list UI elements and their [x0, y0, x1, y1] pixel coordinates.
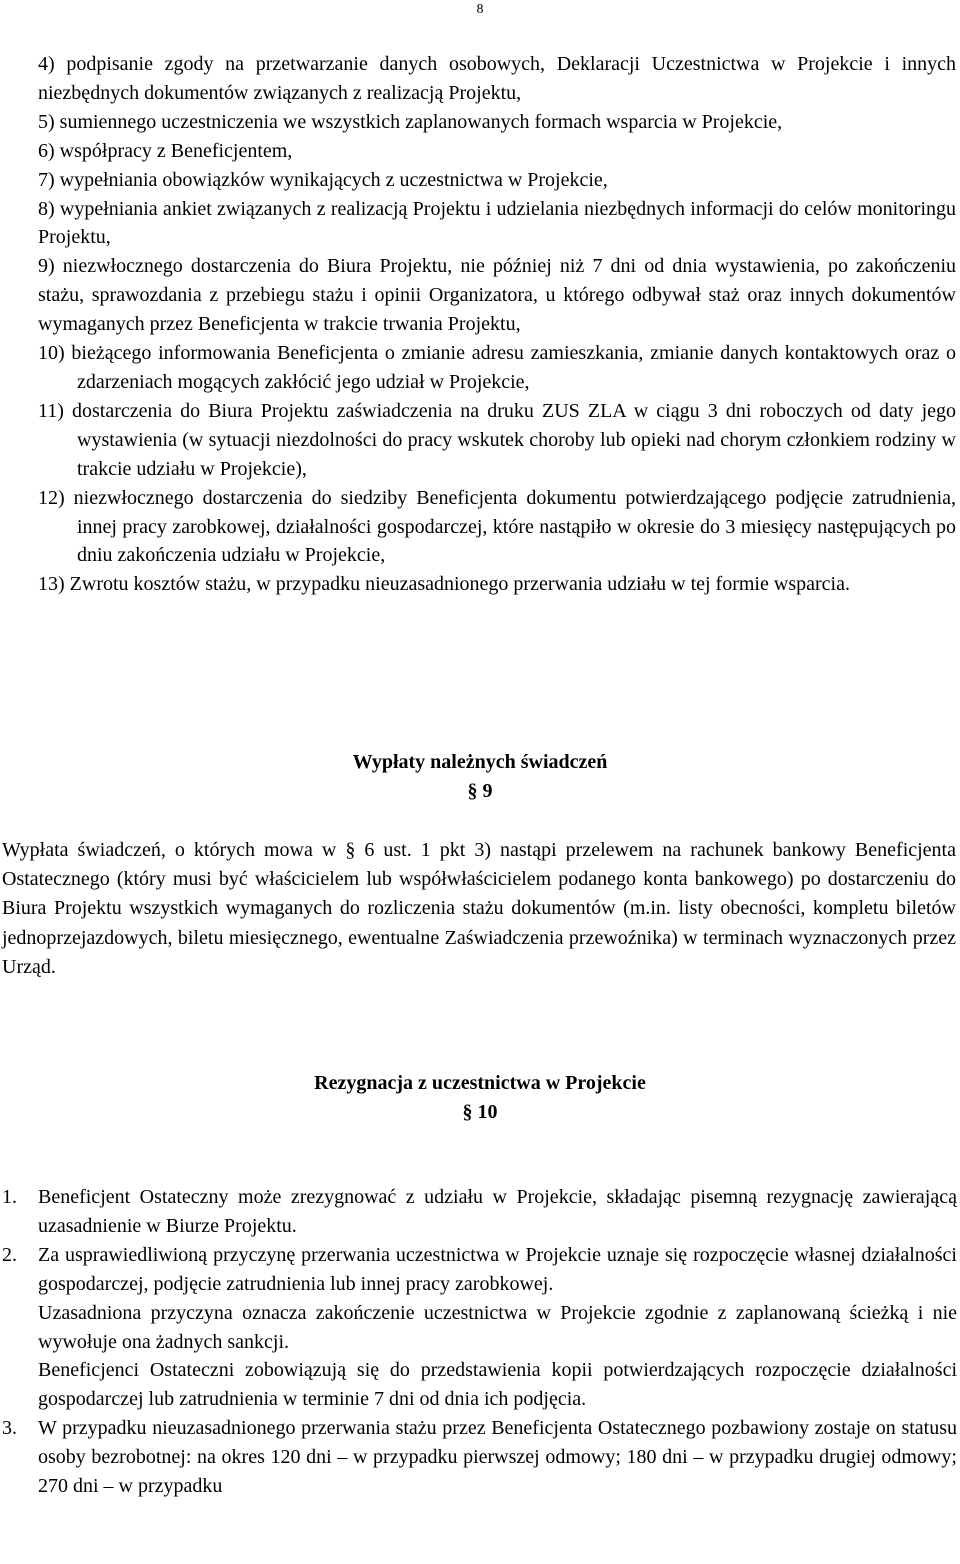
obligations-list: [38, 50, 956, 599]
item-number: 1.: [2, 1186, 17, 1208]
item-text: Za usprawiedliwioną przyczynę przerwania uczestnictwa w Projekcie uznaje się rozpoczęcie własnej działalności gospodarczej, podjęcie zatrudnienia lub innej pracy zarobkowej.: [38, 1243, 957, 1295]
list-item: 8) wypełniania ankiet związanych z realizacją Projektu i udzielania niezbędnych informacji do celów monitoringu Projektu,: [38, 197, 956, 249]
list-item: 9) niezwłocznego dostarczenia do Biura Projektu, nie później niż 7 dni od dnia wystawienia, po zakończeniu stażu, sprawozdania z przebiegu stażu i opinii Organizatora, u którego odbywał staż oraz innych dokumentów wymaganych przez Beneficjenta w trakcie trwania Projektu,: [38, 255, 956, 336]
item-text: Beneficjenci Ostateczni zobowiązują się do przedstawienia kopii potwierdzających rozpoczęcie działalności gospodarczej lub zatrudnienia w terminie 7 dni od dnia ich podjęcia.: [38, 1359, 957, 1411]
item-text: Uzasadniona przyczyna oznacza zakończenie uczestnictwa w Projekcie zgodnie z zaplanowaną ścieżką i nie wywołuje ona żadnych sankcji.: [38, 1301, 957, 1353]
list-item: 7) wypełniania obowiązków wynikających z uczestnictwa w Projekcie,: [38, 168, 608, 191]
list-item: [0, 1183, 957, 1241]
section-9-paragraph: Wypłata świadczeń, o których mowa w § 6 ust. 1 pkt 3) nastąpi przelewem na rachunek bankowy Beneficjenta Ostatecznego (który musi być właścicielem lub współwłaścicielem podanego konta bankowego) po dostarczeniu do Biura Projektu wszystkich wymaganych do rozliczenia stażu dokumentów (m.in. listy obecności, kompletu biletów jednoprzejazdowych, biletu miesięcznego, ewentualne Zaświadczenia przewoźnika) w terminach wyznaczonych przez Urząd.: [2, 839, 956, 978]
list-item: 10) bieżącego informowania Beneficjenta o zmianie adresu zamieszkania, zmianie danych kontaktowych oraz o zdarzeniach mogących zakłócić jego udział w Projekcie,: [38, 342, 956, 393]
list-item: 13) Zwrotu kosztów stażu, w przypadku nieuzasadnionego przerwania udziału w tej formie wsparcia.: [38, 573, 850, 596]
list-item: 11) dostarczenia do Biura Projektu zaświadczenia na druku ZUS ZLA w ciągu 3 dni roboczych od daty jego wystawienia (w sytuacji niezdolności do pracy wskutek choroby lub opieki nad chorym członkiem rodziny w trakcie udziału w Projekcie),: [38, 399, 956, 480]
list-item: 5) sumiennego uczestniczenia we wszystkich zaplanowanych formach wsparcia w Projekcie,: [38, 110, 783, 133]
list-item: [0, 1414, 957, 1501]
list-item: [0, 1241, 957, 1414]
list-item: 6) współpracy z Beneficjentem,: [38, 139, 293, 162]
list-item: 4) podpisanie zgody na przetwarzanie danych osobowych, Deklaracji Uczestnictwa w Projekcie i innych niezbędnych dokumentów związanych z realizacją Projektu,: [38, 53, 956, 104]
section-10-title: Rezygnacja z uczestnictwa w Projekcie: [314, 1072, 646, 1094]
item-text: W przypadku nieuzasadnionego przerwania stażu przez Beneficjenta Ostatecznego pozbawiony zostaje on statusu osoby bezrobotnej: na okres 120 dni – w przypadku pierwszej odmowy; 180 dni – w przypadku drugiej odmowy; 270 dni – w przypadku: [38, 1417, 957, 1498]
section-9-number: § 9: [467, 780, 493, 802]
item-text: Beneficjent Ostateczny może zrezygnować z udziału w Projekcie, składając pisemną rezygnację zawierającą uzasadnienie w Biurze Projektu.: [38, 1186, 957, 1237]
item-number: 3.: [2, 1417, 17, 1440]
section-10-number: § 10: [462, 1101, 498, 1123]
section-9-title: Wypłaty należnych świadczeń: [352, 751, 608, 773]
resignation-list: [0, 1183, 957, 1501]
page-number: 8: [476, 2, 484, 17]
list-item: 12) niezwłocznego dostarczenia do siedziby Beneficjenta dokumentu potwierdzającego podjęcie zatrudnienia, innej pracy zarobkowej, działalności gospodarczej, które nastąpiło w okresie do 3 miesięcy następujących po dniu zakończenia udziału w Projekcie,: [38, 486, 956, 567]
item-number: 2.: [2, 1243, 17, 1266]
